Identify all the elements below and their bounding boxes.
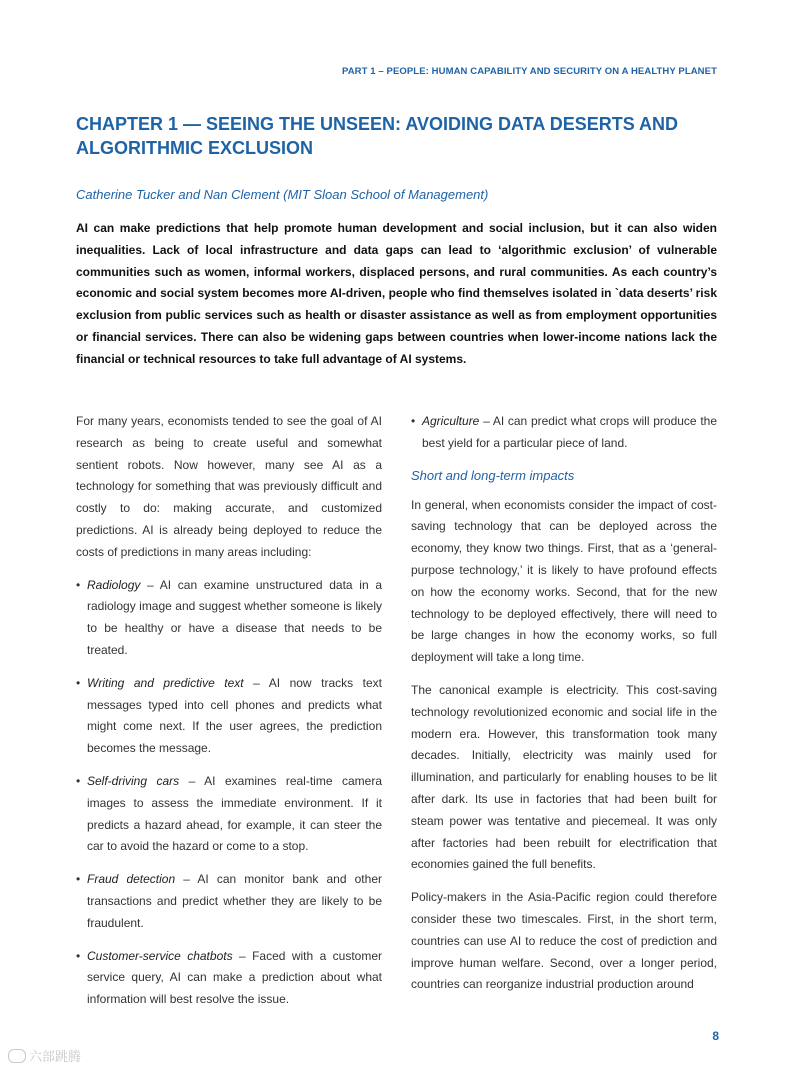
list-item-predictive-text bbox=[76, 673, 382, 760]
use-case-list bbox=[76, 575, 382, 1011]
watermark-text: 六部跳腾 bbox=[29, 1049, 82, 1064]
page-number: 8 bbox=[712, 1029, 719, 1043]
chapter-abstract: AI can make predictions that help promote human development and social inclusion, but it can also widen inequalities. Lack of local infrastructure and data gaps can lead to ‘algorithmic exclusion’ of vulnerable communities such as women, informal workers, displaced persons, and rural communities. As each country’s economic and social system becomes more AI-driven, people who find themselves isolated in `data deserts’ risk exclusion from public services such as health or disaster assistance as well as from employment opportunities or financial services. There can also be widening gaps between countries when lower-income nations lack the financial or technical resources to take full advantage of AI systems. bbox=[76, 221, 717, 366]
bullet-glyph: • bbox=[411, 414, 416, 428]
bullet-glyph: • bbox=[76, 577, 81, 592]
list-item-radiology bbox=[76, 575, 382, 662]
bullet-glyph: • bbox=[76, 773, 81, 788]
list-item-term: Self-driving cars bbox=[87, 773, 180, 788]
list-item-text: – AI can examine unstructured data in a radiology image and suggest whether someone is likely to be healthy or have a disease that needs to be treated. bbox=[87, 577, 382, 657]
chapter-authors: Catherine Tucker and Nan Clement (MIT Sloan School of Management) bbox=[76, 187, 489, 202]
body-paragraph: Policy-makers in the Asia-Pacific region could therefore consider these two timescales. First, in the short term, countries can use AI to reduce the cost of prediction and improve human welfare. Second, over a longer period, countries can reorganize industrial production around bbox=[411, 890, 717, 992]
body-paragraph: In general, when economists consider the impact of cost-saving technology that can be deployed across the economy, they know two things. First, that as a ‘general-purpose technology,’ it is likely to have profound effects on how the economy works. Second, that for the new technology to be deployed effectively, there will need to be large changes in how the economy works, so full deployment will take a long time. bbox=[411, 497, 717, 665]
running-header: PART 1 – PEOPLE: HUMAN CAPABILITY AND SECURITY ON A HEALTHY PLANET bbox=[341, 66, 717, 77]
bullet-glyph: • bbox=[76, 948, 81, 963]
left-column bbox=[76, 411, 382, 1022]
list-item-term: Writing and predictive text bbox=[87, 675, 244, 690]
chapter-title: CHAPTER 1 — SEEING THE UNSEEN: AVOIDING DATA DESERTS AND ALGORITHMIC EXCLUSION bbox=[76, 114, 679, 158]
list-item-agriculture bbox=[411, 411, 717, 455]
bullet-glyph: • bbox=[76, 872, 81, 887]
watermark-logo-icon bbox=[8, 1049, 26, 1063]
list-item-text: – AI can monitor bank and other transactions and predict whether they are likely to be fraudulent. bbox=[87, 872, 382, 930]
watermark bbox=[8, 1046, 81, 1065]
use-case-list-continued bbox=[411, 411, 717, 455]
list-item-term: Agriculture bbox=[422, 414, 480, 428]
list-item-text: – Faced with a customer service query, AI can make a prediction about what information will best resolve the issue. bbox=[87, 948, 382, 1007]
list-item-term: Radiology bbox=[87, 577, 141, 592]
list-item-self-driving bbox=[76, 771, 382, 858]
list-item-chatbots bbox=[76, 946, 382, 1011]
intro-paragraph: For many years, economists tended to see the goal of AI research as being to create useful and somewhat sentient robots. Now however, many see AI as a technology for something that was previously difficult and costly to do: making accurate, and customized predictions. AI is already being deployed to reduce the costs of predictions in many areas including: bbox=[76, 414, 382, 559]
section-subheading: Short and long-term impacts bbox=[411, 467, 575, 483]
list-item-text: – AI now tracks text messages typed into cell phones and predicts what might come next. If the user agrees, the prediction becomes the message. bbox=[87, 675, 382, 756]
list-item-term: Fraud detection bbox=[87, 872, 176, 887]
list-item-term: Customer-service chatbots bbox=[87, 948, 233, 963]
right-column bbox=[411, 411, 717, 1007]
list-item-text: – AI can predict what crops will produce the best yield for a particular piece of land. bbox=[422, 414, 717, 450]
list-item-text: – AI examines real-time camera images to assess the immediate environment. If it predicts a hazard ahead, for example, it can steer the car to avoid the hazard or come to a stop. bbox=[87, 773, 382, 854]
list-item-fraud-detection bbox=[76, 869, 382, 934]
body-paragraph: The canonical example is electricity. This cost-saving technology revolutionized economic and social life in the modern era. However, this transformation took many decades. Initially, electricity was mainly used for illumination, and particularly for enabling houses to be lit after dark. Its use in factories that had been built for steam power was tentative and piecemeal. It was only after factories had been rebuilt for electrification that economies gained the full benefits. bbox=[411, 682, 717, 872]
bullet-glyph: • bbox=[76, 675, 81, 690]
